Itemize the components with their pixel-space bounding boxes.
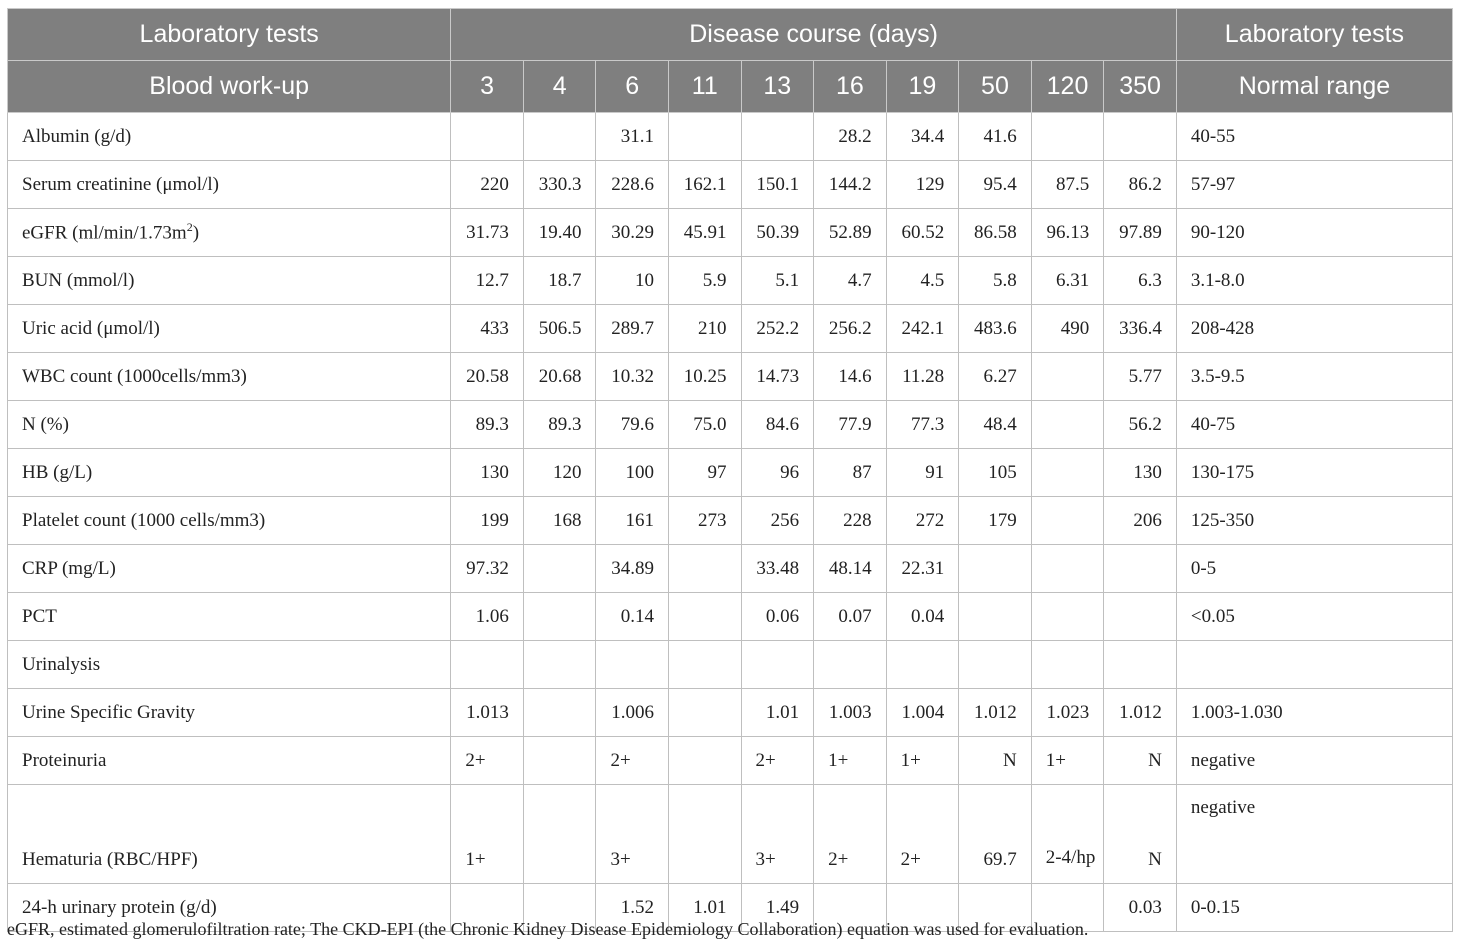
value-cell: 490 [1031,305,1104,353]
header-day: 120 [1031,61,1104,113]
value-cell: 289.7 [596,305,669,353]
value-cell: 130 [1104,449,1177,497]
header-day: 19 [886,61,959,113]
row-label-text: Serum creatinine (μmol/l) [22,173,219,195]
table-row [8,689,1453,737]
header-day: 6 [596,61,669,113]
value-cell [523,737,596,785]
value-cell: 91 [886,449,959,497]
value-cell: 28.2 [814,113,887,161]
row-label [8,497,451,545]
value-cell: 1.52 [596,884,669,932]
normal-range-cell: 57-97 [1176,161,1452,209]
value-cell: 5.9 [669,257,742,305]
row-label [8,161,451,209]
value-cell: 20.58 [451,353,524,401]
value-cell: 242.1 [886,305,959,353]
table-row [8,593,1453,641]
value-cell: 60.52 [886,209,959,257]
value-cell: 14.73 [741,353,814,401]
value-cell: 79.6 [596,401,669,449]
value-cell [523,545,596,593]
header-day: 11 [669,61,742,113]
normal-range-cell: 40-75 [1176,401,1452,449]
value-cell: 433 [451,305,524,353]
value-cell: 77.3 [886,401,959,449]
value-cell: 89.3 [523,401,596,449]
value-cell: 256.2 [814,305,887,353]
value-cell: 89.3 [451,401,524,449]
value-cell [669,641,742,689]
value-cell: 52.89 [814,209,887,257]
value-cell: 84.6 [741,401,814,449]
value-cell [1031,353,1104,401]
value-cell [959,593,1032,641]
normal-range-cell [1176,641,1452,689]
value-cell: 19.40 [523,209,596,257]
value-cell: 34.89 [596,545,669,593]
row-label [8,401,451,449]
value-cell: 97.32 [451,545,524,593]
value-cell: 87.5 [1031,161,1104,209]
value-cell: 45.91 [669,209,742,257]
value-cell: 168 [523,497,596,545]
value-cell: 228 [814,497,887,545]
value-cell [1031,593,1104,641]
row-label [8,305,451,353]
table-row [8,401,1453,449]
value-cell: 10.32 [596,353,669,401]
value-cell: 0.07 [814,593,887,641]
row-label-superscript: 2 [186,220,193,235]
value-cell [523,593,596,641]
table-row [8,305,1453,353]
value-cell: 1.006 [596,689,669,737]
value-cell [741,113,814,161]
value-cell: 130 [451,449,524,497]
value-cell [886,641,959,689]
value-cell: 4.5 [886,257,959,305]
row-label-text: BUN (mmol/l) [22,269,135,291]
table-row [8,737,1453,785]
value-cell: 506.5 [523,305,596,353]
value-cell: 2+ [741,737,814,785]
value-cell: 31.1 [596,113,669,161]
value-cell [523,641,596,689]
row-label-text: WBC count (1000cells/mm3) [22,365,247,387]
value-cell: 12.7 [451,257,524,305]
value-cell: 69.7 [959,785,1032,884]
value-cell [959,641,1032,689]
table-row [8,257,1453,305]
normal-range-cell: negative [1176,785,1452,884]
value-cell: 30.29 [596,209,669,257]
table-footnote: eGFR, estimated glomerulofiltration rate; The CKD-EPI (the Chronic Kidney Disease Epidemiology Collaboration) equation was used for evaluation. [7,919,1089,939]
value-cell: 96.13 [1031,209,1104,257]
row-label-text: N (%) [22,413,69,435]
value-cell: 1.49 [741,884,814,932]
value-cell [1104,593,1177,641]
value-cell: 162.1 [669,161,742,209]
value-cell: 483.6 [959,305,1032,353]
value-cell: 56.2 [1104,401,1177,449]
value-cell: 220 [451,161,524,209]
value-cell [669,689,742,737]
value-cell: 1.023 [1031,689,1104,737]
normal-range-cell: negative [1176,737,1452,785]
normal-range-cell: 125-350 [1176,497,1452,545]
value-cell: 11.28 [886,353,959,401]
header-day: 16 [814,61,887,113]
row-label [8,689,451,737]
value-cell [596,641,669,689]
value-cell: 31.73 [451,209,524,257]
row-label-text: Proteinuria [22,749,107,771]
value-cell: 1+ [886,737,959,785]
value-cell [669,545,742,593]
row-label-text: CRP (mg/L) [22,557,116,579]
value-cell: 95.4 [959,161,1032,209]
value-cell: 6.27 [959,353,1032,401]
value-cell [1031,641,1104,689]
value-cell: 1.06 [451,593,524,641]
table-row [8,161,1453,209]
value-cell: 86.58 [959,209,1032,257]
table-row [8,209,1453,257]
value-cell: 48.14 [814,545,887,593]
value-cell: 210 [669,305,742,353]
value-cell: 252.2 [741,305,814,353]
value-cell [451,113,524,161]
value-cell: 48.4 [959,401,1032,449]
value-cell: 6.31 [1031,257,1104,305]
row-label-text: HB (g/L) [22,461,93,483]
normal-range-cell: 40-55 [1176,113,1452,161]
value-cell: 272 [886,497,959,545]
value-cell: 0.06 [741,593,814,641]
value-cell [959,545,1032,593]
normal-range-cell: 1.003-1.030 [1176,689,1452,737]
header-row-1 [8,9,1453,61]
value-cell: 199 [451,497,524,545]
table-row [8,641,1453,689]
row-label-text: Urinalysis [22,653,101,675]
value-cell: 50.39 [741,209,814,257]
row-label [8,641,451,689]
header-laboratory-tests-right: Laboratory tests [1176,9,1452,61]
value-cell: 77.9 [814,401,887,449]
table-header [8,9,1453,113]
row-label-text: 24-h urinary protein (g/d) [22,896,217,918]
header-day: 350 [1104,61,1177,113]
value-cell: 2+ [451,737,524,785]
normal-range-cell: 0-0.15 [1176,884,1452,932]
row-label-text: PCT [22,605,57,627]
header-laboratory-tests-left: Laboratory tests [8,9,451,61]
row-label [8,113,451,161]
normal-range-cell: 130-175 [1176,449,1452,497]
value-cell: 6.3 [1104,257,1177,305]
value-cell: 86.2 [1104,161,1177,209]
value-cell: 2+ [814,785,887,884]
value-cell: 1.01 [741,689,814,737]
row-label [8,353,451,401]
value-cell [1031,497,1104,545]
header-day: 3 [451,61,524,113]
value-cell: 1+ [1031,737,1104,785]
value-cell: 100 [596,449,669,497]
value-cell [1104,113,1177,161]
value-cell: 1.003 [814,689,887,737]
value-cell: 5.77 [1104,353,1177,401]
value-cell [1031,449,1104,497]
value-cell: 228.6 [596,161,669,209]
value-cell: 1.01 [669,884,742,932]
normal-range-cell: 3.1-8.0 [1176,257,1452,305]
row-label-text: Urine Specific Gravity [22,701,196,723]
value-cell: 1.013 [451,689,524,737]
value-cell: 1.012 [1104,689,1177,737]
table-row [8,497,1453,545]
value-cell [523,113,596,161]
row-label [8,209,451,257]
row-label-text: Platelet count (1000 cells/mm3) [22,509,266,531]
value-cell [523,785,596,884]
value-cell [1104,545,1177,593]
table-row [8,785,1453,884]
row-label [8,737,451,785]
value-cell: 2+ [596,737,669,785]
table-row [8,113,1453,161]
value-cell: 3+ [596,785,669,884]
value-cell: 10.25 [669,353,742,401]
value-cell: 5.1 [741,257,814,305]
value-cell: N [1104,737,1177,785]
row-label [8,257,451,305]
value-cell: 330.3 [523,161,596,209]
value-cell [1031,401,1104,449]
value-cell: 33.48 [741,545,814,593]
value-cell: 161 [596,497,669,545]
value-cell: 41.6 [959,113,1032,161]
row-label-end: ) [192,222,200,244]
value-cell: 1+ [814,737,887,785]
value-cell: 3+ [741,785,814,884]
value-cell [1104,641,1177,689]
header-day: 13 [741,61,814,113]
value-cell: 105 [959,449,1032,497]
value-cell: 0.04 [886,593,959,641]
value-cell: 18.7 [523,257,596,305]
row-label [8,449,451,497]
value-cell: 96 [741,449,814,497]
value-cell: 129 [886,161,959,209]
row-label [8,593,451,641]
value-cell: 336.4 [1104,305,1177,353]
value-cell: 0.03 [1104,884,1177,932]
value-cell: 273 [669,497,742,545]
table-row [8,449,1453,497]
header-row-2 [8,61,1453,113]
value-cell [669,737,742,785]
header-day: 4 [523,61,596,113]
value-cell: 14.6 [814,353,887,401]
value-cell [669,113,742,161]
value-cell: 2-4/hp [1031,785,1104,884]
value-cell: 144.2 [814,161,887,209]
row-label-text: eGFR (ml/min/1.73m [22,222,187,244]
value-cell [669,593,742,641]
value-cell: 20.68 [523,353,596,401]
row-label-text: Albumin (g/d) [22,125,132,147]
value-cell [741,641,814,689]
value-cell [1031,545,1104,593]
value-cell: 4.7 [814,257,887,305]
normal-range-cell: 90-120 [1176,209,1452,257]
value-cell: 1+ [451,785,524,884]
header-disease-course: Disease course (days) [451,9,1177,61]
normal-range-cell: 0-5 [1176,545,1452,593]
table-row [8,353,1453,401]
value-cell [669,785,742,884]
value-cell: 5.8 [959,257,1032,305]
value-cell: 206 [1104,497,1177,545]
value-cell: 75.0 [669,401,742,449]
value-cell: 179 [959,497,1032,545]
value-cell: N [1104,785,1177,884]
value-cell: 97 [669,449,742,497]
header-normal-range: Normal range [1176,61,1452,113]
value-cell: 97.89 [1104,209,1177,257]
value-cell: 10 [596,257,669,305]
value-cell: 1.012 [959,689,1032,737]
value-cell: 22.31 [886,545,959,593]
value-cell: 87 [814,449,887,497]
normal-range-cell: 208-428 [1176,305,1452,353]
header-blood-work-up: Blood work-up [8,61,451,113]
header-day: 50 [959,61,1032,113]
row-label-text: Hematuria (RBC/HPF) [22,849,198,870]
table-body [8,113,1453,932]
value-cell [451,641,524,689]
value-cell [523,689,596,737]
value-cell: 150.1 [741,161,814,209]
value-cell [814,641,887,689]
row-label [8,545,451,593]
value-cell: 1.004 [886,689,959,737]
row-label-text: Uric acid (μmol/l) [22,317,160,339]
value-cell: 120 [523,449,596,497]
laboratory-tests-table [7,8,1453,932]
value-cell: 0.14 [596,593,669,641]
value-cell: 256 [741,497,814,545]
value-cell: N [959,737,1032,785]
table-row [8,545,1453,593]
value-cell [1031,113,1104,161]
normal-range-cell: 3.5-9.5 [1176,353,1452,401]
normal-range-cell: <0.05 [1176,593,1452,641]
value-cell: 2+ [886,785,959,884]
row-label [8,785,451,884]
value-cell: 34.4 [886,113,959,161]
